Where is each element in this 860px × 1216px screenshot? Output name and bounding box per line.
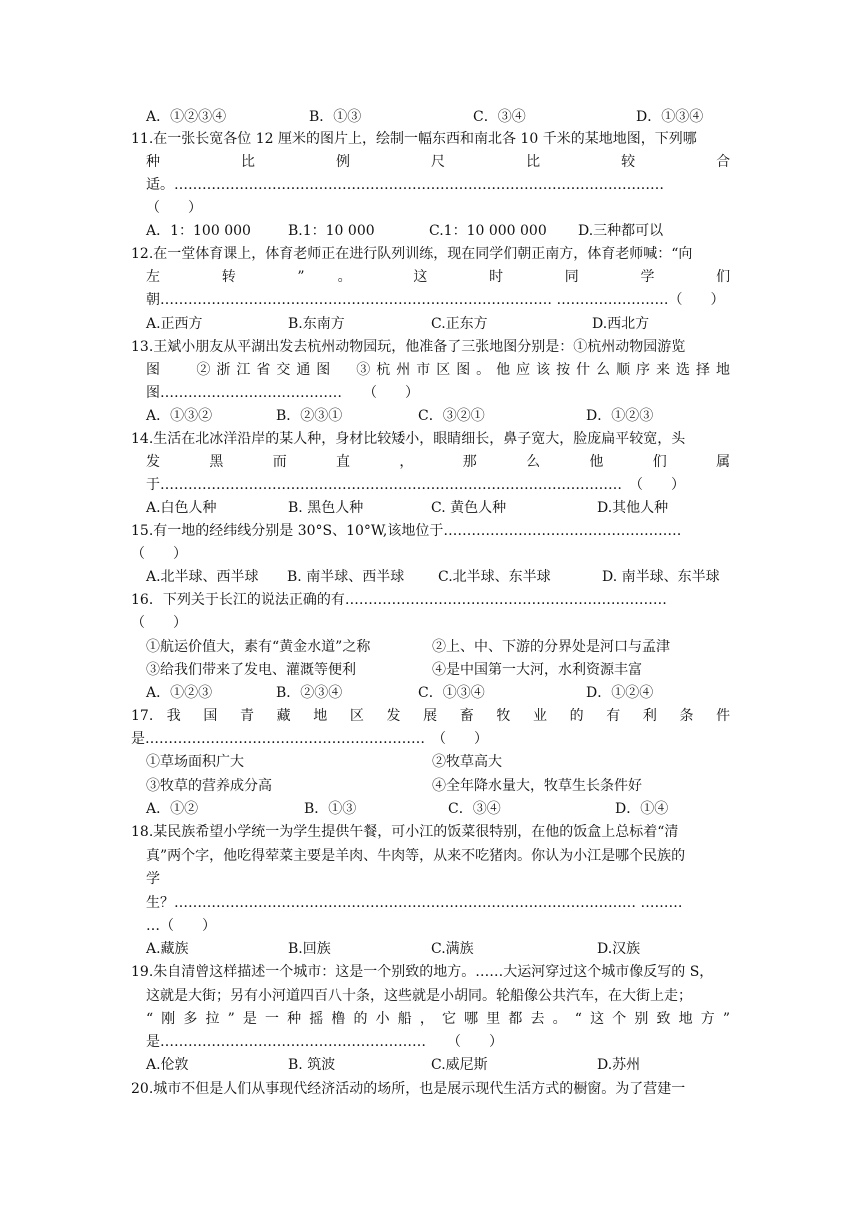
q19-option-b: B. 筑波 xyxy=(288,1057,336,1073)
q17-statements-row1 xyxy=(146,751,730,773)
q13-option-a: A．①③② xyxy=(146,408,213,424)
q19-stem-line4: 是………………………………………………… （ ） xyxy=(146,1034,503,1050)
q14-option-d: D.其他人种 xyxy=(597,500,669,516)
q16-option-a: A．①②③ xyxy=(146,685,213,701)
q14-stem-line1: 14.生活在北冰洋沿岸的某人种，身材比较矮小，眼睛细长，鼻子宽大，脸庞扁平较宽，头 xyxy=(131,431,686,447)
q14-option-a: A.白色人种 xyxy=(146,500,217,516)
q10-option-a: A．①②③④ xyxy=(146,109,227,125)
q14-option-c: C. 黄色人种 xyxy=(431,500,507,516)
q11-stem-line3: 适。…………………………………………………………………………………………… xyxy=(146,177,664,193)
q18-stem-line2: 真”两个字，他吃得荤菜主要是羊肉、牛肉等，从来不吃猪肉。你认为小江是哪个民族的 xyxy=(146,848,686,864)
q12-option-c: C.正东方 xyxy=(431,316,488,332)
q11-answer-blank: （ ） xyxy=(146,200,202,216)
q16-statement-2: ②上、中、下游的分界处是河口与孟津 xyxy=(432,639,670,655)
q18-stem-line1: 18.某民族希望小学统一为学生提供午餐，可小江的饭菜很特别，在他的饭盒上总标着“清 xyxy=(131,824,679,840)
q17-option-c: C．③④ xyxy=(448,801,501,817)
q12-stem-line1: 12.在一堂体育课上，体育老师正在进行队列训练，现在同学们朝正南方，体育老师喊：“向 xyxy=(131,246,693,262)
q16-answer-blank: （ ） xyxy=(131,615,187,631)
q14-option-b: B. 黑色人种 xyxy=(288,500,364,516)
q17-statement-4: ④全年降水量大，牧草生长条件好 xyxy=(432,778,642,794)
q15-option-c: C.北半球、东半球 xyxy=(438,569,551,585)
q11-option-a: A．1：100 000 xyxy=(146,223,251,239)
q11-option-d: D.三种都可以 xyxy=(578,223,664,239)
q16-option-d: D．①②④ xyxy=(586,685,654,701)
q17-stem-line2: 是…………………………………………………… （ ） xyxy=(131,731,488,747)
q18-answer-blank: …（ ） xyxy=(146,918,216,934)
q13-option-c: C．③②① xyxy=(418,408,485,424)
q18-option-a: A.藏族 xyxy=(146,941,189,957)
q19-stem-line2: 这就是大街；另有小河道四百八十条，这些就是小胡同。轮船像公共汽车，在大街上走； xyxy=(146,988,692,1004)
q16-statement-4: ④是中国第一大河，水利资源丰富 xyxy=(432,662,642,678)
q17-statements-row2 xyxy=(146,775,730,797)
q12-option-b: B.东南方 xyxy=(288,316,345,332)
q16-option-c: C．①③④ xyxy=(418,685,485,701)
q15-option-b: B. 南半球、西半球 xyxy=(287,569,405,585)
q17-statement-1: ①草场面积广大 xyxy=(146,754,244,770)
q16-statements-row2 xyxy=(146,659,730,681)
q16-statement-1: ①航运价值大，素有“黄金水道”之称 xyxy=(146,639,371,655)
q12-options xyxy=(146,313,730,335)
q13-stem-line3: 图………………………………… （ ） xyxy=(146,385,419,401)
q16-option-b: B．②③④ xyxy=(276,685,343,701)
q11-option-c: C.1：10 000 000 xyxy=(429,223,547,239)
q16-statements-row1 xyxy=(146,636,730,658)
q18-stem-line3: 学 xyxy=(146,871,160,887)
q12-stem-line3: 朝………………………………………………………………………… ……………………（ ） xyxy=(146,292,725,308)
q18-option-b: B.回族 xyxy=(288,941,331,957)
q20-stem-line1: 20.城市不但是人们从事现代经济活动的场所，也是展示现代生活方式的橱窗。为了营建一 xyxy=(131,1081,686,1097)
q13-option-d: D．①②③ xyxy=(586,408,654,424)
q11-stem-line2: 种 比 例 尺 比 较 合 xyxy=(146,154,731,170)
q16-options xyxy=(146,682,730,704)
q13-stem-line1: 13.王斌小朋友从平湖出发去杭州动物园玩，他准备了三张地图分别是：①杭州动物园游览 xyxy=(131,339,686,355)
q12-stem-line2: 左 转 ” 。 这 时 同 学 们 xyxy=(146,269,731,285)
q19-option-d: D.苏州 xyxy=(597,1057,641,1073)
q15-option-d: D. 南半球、东半球 xyxy=(602,569,720,585)
q14-stem-line2: 发 黑 而 直 ， 那 么 他 们 属 xyxy=(146,454,731,470)
q10-option-b: B．①③ xyxy=(309,109,362,125)
q11-option-b: B.1：10 000 xyxy=(288,223,375,239)
q17-option-d: D．①④ xyxy=(615,801,669,817)
q15-option-a: A.北半球、西半球 xyxy=(146,569,259,585)
q18-options xyxy=(146,938,730,960)
q13-option-b: B．②③① xyxy=(276,408,343,424)
q10-options xyxy=(146,106,730,128)
q12-option-a: A.正西方 xyxy=(146,316,203,332)
q10-option-c: C．③④ xyxy=(473,109,526,125)
q15-options xyxy=(146,566,730,588)
q12-option-d: D.西北方 xyxy=(592,316,650,332)
q18-stem-line4: 生？……………………………………………………………………………………… ……… xyxy=(146,895,683,911)
q19-stem-line3: “刚多拉”是一种摇橹的小船，它哪里都去。“这个别致地方” xyxy=(146,1011,730,1027)
q17-option-b: B．①③ xyxy=(304,801,357,817)
q18-option-d: D.汉族 xyxy=(597,941,641,957)
q11-options xyxy=(146,220,730,242)
q16-statement-3: ③给我们带来了发电、灌溉等便利 xyxy=(146,662,356,678)
q19-stem-line1: 19.朱自清曾这样描述一个城市：这是一个别致的地方。……大运河穿过这个城市像反写的 S， xyxy=(131,964,714,980)
q19-option-a: A.伦敦 xyxy=(146,1057,189,1073)
q13-options xyxy=(146,405,730,427)
q14-options xyxy=(146,497,730,519)
q14-stem-line3: 于……………………………………………………………………………………… （ ） xyxy=(146,477,685,493)
q16-stem-line1: 16．下列关于长江的说法正确的有…………………………………………………………… xyxy=(131,592,667,608)
q15-stem-line1: 15.有一地的经纬线分别是 30°S、10°W,该地位于…………………………………………… xyxy=(131,523,682,539)
q18-option-c: C.满族 xyxy=(431,941,474,957)
q11-stem-line1: 11.在一张长宽各位 12 厘米的图片上，绘制一幅东西和南北各 10 千米的某地地图，下列哪 xyxy=(131,131,697,147)
q17-options xyxy=(146,798,730,820)
q15-answer-blank: （ ） xyxy=(131,546,187,562)
q13-stem-line2: 图 ②浙江省交通图 ③杭州市区图。他应该按什么顺序来选择地 xyxy=(146,362,730,378)
q17-stem-line1: 17. 我 国 青 藏 地 区 发 展 畜 牧 业 的 有 利 条 件 xyxy=(131,708,731,724)
q19-options xyxy=(146,1054,730,1076)
q19-option-c: C.威尼斯 xyxy=(431,1057,488,1073)
q10-option-d: D．①③④ xyxy=(636,109,704,125)
q17-option-a: A．①② xyxy=(146,801,199,817)
q17-statement-3: ③牧草的营养成分高 xyxy=(146,778,272,794)
q17-statement-2: ②牧草高大 xyxy=(432,754,502,770)
